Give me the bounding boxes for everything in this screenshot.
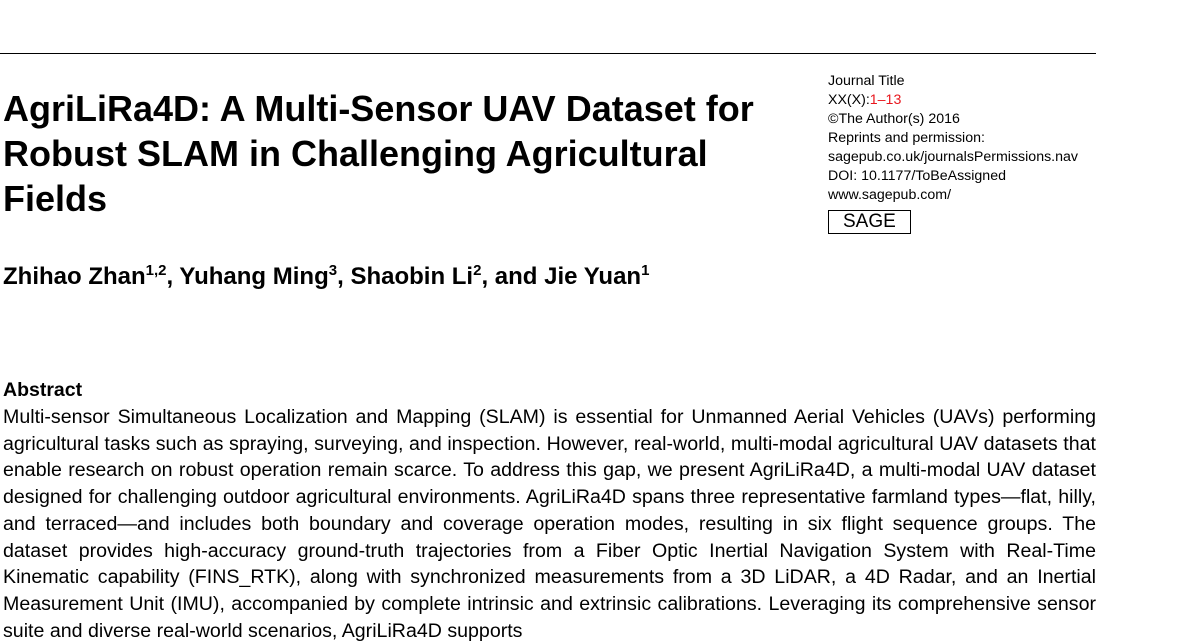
abstract-heading: Abstract bbox=[3, 379, 83, 401]
reprints-label: Reprints and permission: bbox=[828, 130, 985, 146]
volume-prefix: XX(X): bbox=[828, 92, 870, 108]
page-range-link[interactable]: 1–13 bbox=[869, 92, 902, 108]
author-affiliation: 3 bbox=[328, 262, 338, 279]
publisher-website: www.sagepub.com/ bbox=[828, 187, 952, 203]
author-separator: , and bbox=[481, 263, 545, 290]
copyright-line: ©The Author(s) 2016 bbox=[828, 111, 960, 127]
author-affiliation: 1 bbox=[641, 262, 650, 279]
header-rule bbox=[0, 53, 1096, 54]
abstract-text: Multi-sensor Simultaneous Localization and Mapping (SLAM) is essential for Unmanned Aerial Vehicles (UAVs) performing agricultural tasks such as spraying, surveying, and inspection. However, real-world, multi-modal agricultural UAV datasets that enable research on robust operation remain scarce. To address this gap, we present AgriLiRa4D, a multi-modal UAV dataset designed for challenging outdoor agricultural environments. AgriLiRa4D spans three representative farmland types—flat, hilly, and terraced—and includes both boundary and coverage operation modes, resulting in six flight sequence groups. The dataset provides high-accuracy ground-truth trajectories from a Fiber Optic Inertial Navigation System with Real-Time Kinematic capability (FINS_RTK), along with synchronized measurements from a 3D LiDAR, a 4D Radar, and an Inertial Measurement Unit (IMU), accompanied by complete intrinsic and extrinsic calibrations. Leveraging its comprehensive sensor suite and diverse real-world scenarios, AgriLiRa4D supports bbox=[3, 406, 1096, 642]
author-name: Shaobin Li bbox=[350, 263, 474, 290]
journal-title: Journal Title bbox=[828, 73, 905, 89]
author-affiliation: 2 bbox=[473, 262, 482, 279]
author-list bbox=[3, 262, 903, 292]
author-affiliation: 1,2 bbox=[145, 262, 167, 279]
sage-logo: SAGE bbox=[828, 210, 911, 234]
author-separator: , bbox=[337, 263, 351, 290]
doi-line: DOI: 10.1177/ToBeAssigned bbox=[828, 168, 1006, 184]
permissions-url: sagepub.co.uk/journalsPermissions.nav bbox=[828, 149, 1078, 165]
author-name: Jie Yuan bbox=[544, 263, 642, 290]
author-separator: , bbox=[166, 263, 180, 290]
journal-volume bbox=[828, 91, 1108, 110]
author-name: Yuhang Ming bbox=[179, 263, 329, 290]
journal-info bbox=[828, 72, 1108, 234]
author-name: Zhihao Zhan bbox=[3, 263, 146, 290]
paper-title: AgriLiRa4D: A Multi-Sensor UAV Dataset for Robust SLAM in Challenging Agricultural Fields bbox=[3, 88, 754, 219]
